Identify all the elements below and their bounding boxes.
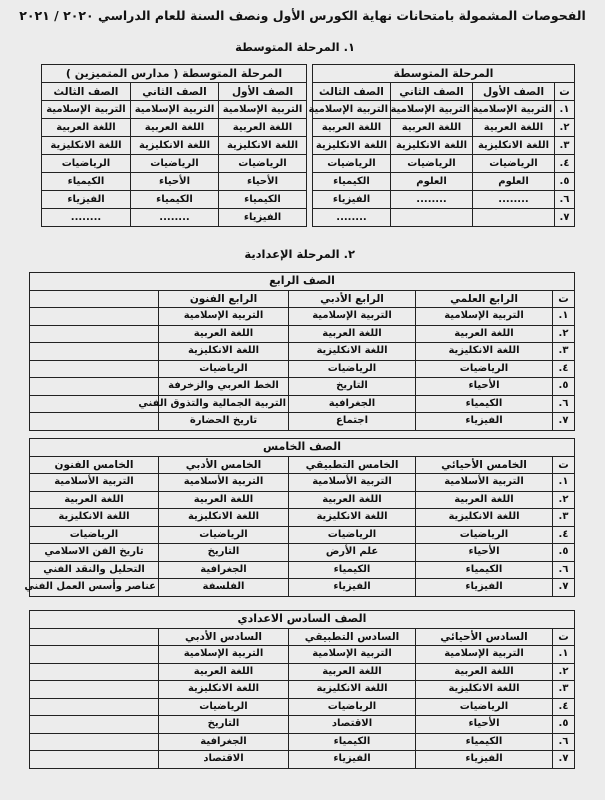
table-row — [41, 155, 306, 173]
table-cell: التربية الإسلامية — [289, 308, 416, 326]
table-cell: الجغرافية — [159, 561, 289, 579]
table-cell: الأحياء — [219, 173, 307, 191]
table-row — [29, 561, 574, 579]
table-cell: اللغة الانكليزية — [159, 509, 289, 527]
table-row — [29, 733, 574, 751]
table-cell: اللغة الانكليزية — [29, 509, 158, 527]
page-title: الفحوصات المشمولة بامتحانات نهاية الكورس الأول ونصف السنة للعام الدراسي ٢٠٢٠ / ٢٠٢١ — [19, 8, 586, 23]
table-cell: ٤. — [553, 360, 575, 378]
table-cell: ٧. — [553, 579, 575, 597]
table-cell: الرياضيات — [473, 155, 555, 173]
table-cell: ٥. — [553, 544, 575, 562]
col-header: السادس الأحيائي — [416, 628, 553, 646]
table-cell: التربية الإسلامية — [159, 308, 289, 326]
table-cell: الفيزياء — [289, 579, 416, 597]
col-header: الصف الأول — [473, 83, 555, 101]
col-header: ت — [553, 628, 575, 646]
table-cell: الاقتصاد — [289, 716, 416, 734]
table-cell: التربية الأسلامية — [159, 474, 289, 492]
table-row — [41, 173, 306, 191]
sixth-grade-table — [29, 610, 575, 769]
col-header: الصف الأول — [219, 83, 307, 101]
table-cell: الكيمياء — [416, 395, 553, 413]
table-cell: الكيمياء — [41, 173, 130, 191]
table-cell: التربية الإسلامية — [159, 646, 289, 664]
sixth-grade-caption: الصف السادس الاعدادي — [29, 611, 574, 629]
table-cell: اللغة العربية — [41, 119, 130, 137]
table-cell: الجغرافية — [289, 395, 416, 413]
table-row — [41, 101, 306, 119]
table-cell: الفلسفة — [159, 579, 289, 597]
table-cell: التربية الجمالية والتذوق الفني — [159, 395, 289, 413]
table-cell: الرياضيات — [416, 526, 553, 544]
table-cell — [391, 209, 473, 227]
table-cell: الفيزياء — [416, 579, 553, 597]
col-header: الخامس التطبيقي — [289, 456, 416, 474]
col-header: الخامس الأدبي — [159, 456, 289, 474]
table-cell: ........ — [391, 191, 473, 209]
col-header: الخامس الأحيائي — [416, 456, 553, 474]
table-cell: ٧. — [553, 413, 575, 431]
table-cell — [29, 716, 158, 734]
table-cell: ٣. — [553, 343, 575, 361]
table-cell: ١. — [553, 646, 575, 664]
table-cell: ٧. — [555, 209, 575, 227]
col-header: الرابع الأدبي — [289, 290, 416, 308]
table-cell: اللغة العربية — [391, 119, 473, 137]
table-row — [41, 209, 306, 227]
table-row — [312, 119, 574, 137]
table-cell: ........ — [41, 209, 130, 227]
table-cell: ١. — [555, 101, 575, 119]
table-row — [312, 155, 574, 173]
table-row — [29, 526, 574, 544]
table-cell: الرياضيات — [312, 155, 390, 173]
table-row — [312, 173, 574, 191]
table-row — [29, 360, 574, 378]
table-cell: اللغة العربية — [416, 491, 553, 509]
table-cell: اللغة العربية — [312, 119, 390, 137]
table-cell: ٢. — [555, 119, 575, 137]
table-cell: اللغة الانكليزية — [289, 509, 416, 527]
table-row — [41, 137, 306, 155]
table-row — [29, 751, 574, 769]
table-cell: تاريخ الفن الاسلامي — [29, 544, 158, 562]
table-cell: ٢. — [553, 663, 575, 681]
table-row — [312, 137, 574, 155]
gifted-caption: المرحلة المتوسطة ( مدارس المتميزين ) — [41, 65, 306, 83]
table-row — [29, 325, 574, 343]
table-cell: علم الأرض — [289, 544, 416, 562]
table-row — [29, 716, 574, 734]
table-cell: ٦. — [553, 733, 575, 751]
col-header: الصف الثالث — [312, 83, 390, 101]
table-cell: التربية الإسلامية — [131, 101, 219, 119]
table-cell: التربية الإسلامية — [41, 101, 130, 119]
col-header: الخامس الفنون — [29, 456, 158, 474]
table-cell — [29, 378, 158, 396]
table-row — [41, 191, 306, 209]
section-intermediate-label: ١. المرحلة المتوسطة — [235, 40, 355, 54]
table-cell — [29, 698, 158, 716]
table-row — [312, 101, 574, 119]
table-cell — [29, 663, 158, 681]
table-row — [29, 579, 574, 597]
table-cell: ........ — [473, 191, 555, 209]
table-cell: التربية الأسلامية — [29, 474, 158, 492]
table-cell: ٤. — [555, 155, 575, 173]
table-cell: الاقتصاد — [159, 751, 289, 769]
intermediate-caption: المرحلة المتوسطة — [312, 65, 574, 83]
table-cell: الأحياء — [416, 716, 553, 734]
table-cell — [29, 325, 158, 343]
table-cell — [29, 751, 158, 769]
table-cell: اللغة العربية — [159, 491, 289, 509]
table-cell: اللغة العربية — [289, 325, 416, 343]
table-cell: ٤. — [553, 698, 575, 716]
table-cell: الجغرافية — [159, 733, 289, 751]
table-cell — [29, 681, 158, 699]
table-cell: التربية الإسلامية — [219, 101, 307, 119]
table-cell: ١. — [553, 308, 575, 326]
table-cell: الخط العربي والزخرفة — [159, 378, 289, 396]
table-cell: الفيزياء — [41, 191, 130, 209]
col-header: السادس التطبيقي — [289, 628, 416, 646]
gifted-table — [41, 64, 307, 227]
table-cell: التربية الإسلامية — [312, 101, 390, 119]
table-cell: الرياضيات — [289, 360, 416, 378]
table-row — [29, 646, 574, 664]
table-cell: العلوم — [391, 173, 473, 191]
col-header: ت — [553, 290, 575, 308]
table-cell: الكيمياء — [289, 561, 416, 579]
table-cell: الرياضيات — [131, 155, 219, 173]
table-cell: عناصر وأسس العمل الفني — [29, 579, 158, 597]
table-cell: اللغة العربية — [29, 491, 158, 509]
col-header: الصف الثاني — [391, 83, 473, 101]
table-cell: اللغة الانكليزية — [219, 137, 307, 155]
table-cell: اللغة الانكليزية — [289, 681, 416, 699]
table-cell: اللغة العربية — [289, 663, 416, 681]
table-cell: اللغة العربية — [131, 119, 219, 137]
table-cell: اللغة الانكليزية — [159, 343, 289, 361]
table-cell: اللغة العربية — [289, 491, 416, 509]
table-cell: التربية الإسلامية — [289, 646, 416, 664]
fifth-grade-table — [24, 438, 575, 597]
table-row — [29, 378, 574, 396]
table-row — [29, 474, 574, 492]
table-cell: ........ — [131, 209, 219, 227]
table-cell: ٥. — [553, 378, 575, 396]
table-row — [41, 119, 306, 137]
fourth-grade-table — [29, 272, 575, 431]
table-cell: الفيزياء — [312, 191, 390, 209]
col-header: الصف الثاني — [131, 83, 219, 101]
table-cell: الرياضيات — [289, 526, 416, 544]
table-cell — [29, 733, 158, 751]
col-header: ت — [553, 456, 575, 474]
table-cell: الأحياء — [416, 544, 553, 562]
table-cell: اللغة الانكليزية — [312, 137, 390, 155]
table-cell: اللغة الانكليزية — [131, 137, 219, 155]
table-cell: التربية الإسلامية — [391, 101, 473, 119]
table-cell: اللغة العربية — [159, 663, 289, 681]
table-cell: الفيزياء — [416, 751, 553, 769]
table-cell: ٧. — [553, 751, 575, 769]
table-cell: الرياضيات — [416, 698, 553, 716]
table-cell: ٦. — [555, 191, 575, 209]
table-cell: التربية الإسلامية — [473, 101, 555, 119]
intermediate-table — [308, 64, 575, 227]
table-cell: اجتماع — [289, 413, 416, 431]
table-cell: الفيزياء — [289, 751, 416, 769]
table-cell: الرياضيات — [391, 155, 473, 173]
table-cell: اللغة العربية — [473, 119, 555, 137]
table-cell: اللغة العربية — [159, 325, 289, 343]
table-cell: ١. — [553, 474, 575, 492]
table-cell: الرياضيات — [159, 526, 289, 544]
table-row — [29, 413, 574, 431]
table-row — [29, 698, 574, 716]
table-row — [312, 191, 574, 209]
table-cell: الرياضيات — [416, 360, 553, 378]
table-cell: اللغة العربية — [219, 119, 307, 137]
table-cell: الكيمياء — [312, 173, 390, 191]
table-cell: اللغة الانكليزية — [416, 509, 553, 527]
table-row — [29, 663, 574, 681]
table-cell: الأحياء — [131, 173, 219, 191]
table-cell: الرياضيات — [159, 360, 289, 378]
table-cell: اللغة العربية — [416, 663, 553, 681]
table-row — [29, 308, 574, 326]
col-header — [29, 290, 158, 308]
table-cell: ........ — [312, 209, 390, 227]
table-cell: ٣. — [555, 137, 575, 155]
table-row — [29, 681, 574, 699]
table-cell: الكيمياء — [416, 733, 553, 751]
table-cell: اللغة الانكليزية — [41, 137, 130, 155]
table-cell: الأحياء — [416, 378, 553, 396]
table-row — [29, 395, 574, 413]
table-cell: العلوم — [473, 173, 555, 191]
table-row — [29, 491, 574, 509]
fifth-grade-caption: الصف الخامس — [29, 439, 574, 457]
table-cell: التربية الإسلامية — [416, 646, 553, 664]
table-cell: اللغة الانكليزية — [473, 137, 555, 155]
table-cell: ٥. — [553, 716, 575, 734]
section-preparatory-label: ٢. المرحلة الإعدادية — [244, 247, 355, 261]
table-cell — [473, 209, 555, 227]
table-cell: تاريخ الحضارة — [159, 413, 289, 431]
table-cell — [29, 413, 158, 431]
table-cell — [29, 360, 158, 378]
table-cell — [29, 343, 158, 361]
table-cell: الكيمياء — [219, 191, 307, 209]
table-cell — [29, 646, 158, 664]
table-cell: التاريخ — [289, 378, 416, 396]
table-cell: الرياضيات — [159, 698, 289, 716]
table-cell: التربية الإسلامية — [416, 308, 553, 326]
table-row — [312, 209, 574, 227]
table-row — [29, 544, 574, 562]
table-cell: ٤. — [553, 526, 575, 544]
table-cell: ٥. — [555, 173, 575, 191]
table-cell: الرياضيات — [41, 155, 130, 173]
table-cell: اللغة الانكليزية — [159, 681, 289, 699]
col-header: ت — [555, 83, 575, 101]
table-cell: ٢. — [553, 491, 575, 509]
table-cell: اللغة العربية — [416, 325, 553, 343]
table-cell: اللغة الانكليزية — [416, 343, 553, 361]
table-cell: اللغة الانكليزية — [416, 681, 553, 699]
table-cell: التاريخ — [159, 544, 289, 562]
table-cell: اللغة الانكليزية — [289, 343, 416, 361]
table-cell — [29, 308, 158, 326]
table-cell: الرياضيات — [289, 698, 416, 716]
table-cell: الكيمياء — [289, 733, 416, 751]
table-cell: الفيزياء — [219, 209, 307, 227]
table-cell: الرياضيات — [219, 155, 307, 173]
col-header: الرابع العلمي — [416, 290, 553, 308]
table-cell: التربية الأسلامية — [289, 474, 416, 492]
table-cell: التحليل والنقد الفني — [29, 561, 158, 579]
col-header: الرابع الفنون — [159, 290, 289, 308]
table-row — [29, 509, 574, 527]
table-cell: التاريخ — [159, 716, 289, 734]
col-header: الصف الثالث — [41, 83, 130, 101]
col-header: السادس الأدبي — [159, 628, 289, 646]
table-row — [29, 343, 574, 361]
table-cell: ٣. — [553, 509, 575, 527]
table-cell: ٣. — [553, 681, 575, 699]
table-cell: الكيمياء — [416, 561, 553, 579]
fourth-grade-caption: الصف الرابع — [29, 273, 574, 291]
table-cell: ٢. — [553, 325, 575, 343]
table-cell: الرياضيات — [29, 526, 158, 544]
table-cell: التربية الأسلامية — [416, 474, 553, 492]
table-cell: الكيمياء — [131, 191, 219, 209]
table-cell: اللغة الانكليزية — [391, 137, 473, 155]
table-cell: ٦. — [553, 561, 575, 579]
col-header — [29, 628, 158, 646]
table-cell: الفيزياء — [416, 413, 553, 431]
table-cell: ٦. — [553, 395, 575, 413]
